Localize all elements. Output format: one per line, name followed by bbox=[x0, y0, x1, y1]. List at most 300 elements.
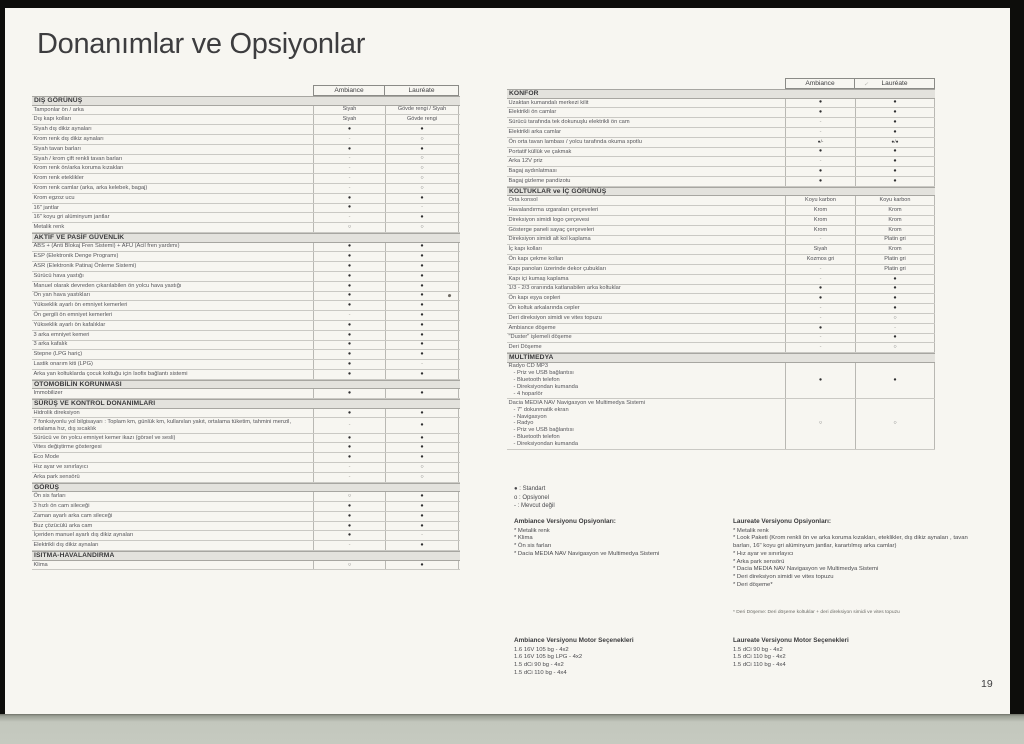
row-label-text: Hidrolik direksiyon bbox=[33, 409, 80, 416]
cell-value bbox=[313, 453, 385, 462]
table-row bbox=[32, 443, 460, 453]
section-header: AKTİF VE PASİF GÜVENLİK bbox=[32, 233, 460, 243]
table-row bbox=[507, 265, 935, 275]
cell-value bbox=[313, 360, 385, 369]
row-label-text: Hız ayar ve sınırlayıcı bbox=[33, 464, 89, 470]
not-available-dash: - bbox=[421, 532, 423, 539]
row-label bbox=[32, 531, 313, 540]
standard-dot-icon: ● bbox=[893, 275, 897, 282]
row-label bbox=[507, 157, 785, 166]
standard-dot-icon: ● bbox=[420, 302, 424, 309]
cell-value bbox=[785, 265, 855, 274]
cell-value bbox=[385, 350, 459, 359]
cell-value bbox=[385, 243, 459, 252]
row-label-subline: - Priz ve USB bağlantısı bbox=[513, 370, 574, 377]
row-label bbox=[32, 125, 313, 134]
row-label bbox=[32, 184, 313, 193]
cell-text: Platin gri bbox=[884, 256, 906, 263]
not-available-dash: - bbox=[819, 128, 822, 135]
row-label-subline: - Bluetooth telefon bbox=[513, 434, 560, 441]
cell-value bbox=[855, 99, 935, 108]
cell-value bbox=[313, 125, 385, 134]
row-label bbox=[32, 341, 313, 350]
table-row bbox=[507, 255, 935, 265]
section-header: OTOMOBİLİN KORUNMASI bbox=[32, 380, 460, 390]
standard-dot-icon: ● bbox=[420, 522, 424, 529]
optional-circle-icon: ○ bbox=[420, 165, 424, 172]
cell-value bbox=[385, 262, 459, 271]
engine-item: 1.5 dCi 90 bg - 4x2 bbox=[733, 646, 783, 653]
standard-dot-icon: ● bbox=[818, 177, 823, 184]
table-row bbox=[32, 370, 460, 380]
not-available-dash: - bbox=[348, 214, 351, 221]
cell-value bbox=[855, 118, 935, 127]
row-label-text: Dacia MEDIA NAV Navigasyon ve Multimedya Sistemi bbox=[508, 399, 645, 406]
cell-text: Krom bbox=[888, 216, 902, 223]
table-row bbox=[507, 108, 935, 118]
cell-value bbox=[385, 360, 459, 369]
table-row bbox=[507, 226, 935, 236]
row-label-text: Manuel olarak devreden çıkarılabilen ön yolcu hava yastığı bbox=[33, 282, 182, 289]
standard-dot-icon: ● bbox=[347, 502, 352, 509]
cell-value bbox=[385, 301, 459, 310]
row-label bbox=[32, 418, 313, 432]
row-label bbox=[507, 167, 785, 176]
cell-value bbox=[785, 399, 855, 448]
standard-dot-icon: ● bbox=[347, 292, 352, 299]
row-label-text: Stepne (LPG hariç) bbox=[33, 351, 83, 358]
standard-dot-icon: ● bbox=[347, 263, 352, 270]
cell-value bbox=[855, 167, 935, 176]
spec-table-right bbox=[507, 78, 935, 450]
table-row bbox=[32, 145, 460, 155]
cell-value bbox=[385, 409, 459, 418]
standard-dot-icon: ● bbox=[420, 341, 424, 348]
standard-dot-icon: ● bbox=[893, 128, 897, 135]
table-row bbox=[32, 243, 460, 253]
table-row bbox=[32, 204, 460, 214]
cell-value bbox=[385, 115, 459, 124]
row-label-text: Kapı panoları üzerinde dekor çubukları bbox=[508, 265, 607, 272]
cell-value bbox=[385, 223, 459, 232]
row-label-text: 16" jantlar bbox=[33, 204, 59, 211]
row-label bbox=[32, 522, 313, 531]
cell-text: Krom bbox=[888, 226, 902, 233]
row-label bbox=[507, 275, 785, 284]
table-row bbox=[32, 360, 460, 370]
legend-item: - : Mevcut değil bbox=[514, 503, 555, 510]
cell-text: Platin gri bbox=[884, 236, 906, 243]
standard-dot-icon: ● bbox=[818, 148, 823, 155]
row-label-text: Sürücü tarafında tek dokunuşlu elektrikli ön cam bbox=[508, 119, 630, 126]
optional-circle-icon: ○ bbox=[420, 175, 424, 182]
cell-value bbox=[385, 155, 459, 164]
standard-dot-icon: ● bbox=[420, 542, 424, 549]
cell-value bbox=[313, 164, 385, 173]
cell-value bbox=[313, 350, 385, 359]
cell-value bbox=[855, 226, 935, 235]
not-available-dash: - bbox=[819, 119, 822, 126]
not-available-dash: - bbox=[894, 324, 896, 331]
cell-value bbox=[313, 409, 385, 418]
row-label-text: Krom renk camlar (arka, arka kelebek, bagaj) bbox=[33, 184, 148, 191]
cell-value bbox=[385, 272, 459, 281]
not-available-dash: - bbox=[348, 155, 351, 162]
cell-value bbox=[855, 148, 935, 157]
row-label-subline: - 4 hoparlör bbox=[513, 390, 543, 397]
table-row bbox=[32, 418, 460, 433]
cell-value bbox=[785, 167, 855, 176]
table-row bbox=[507, 314, 935, 324]
cell-value bbox=[785, 118, 855, 127]
table-header-row bbox=[507, 78, 935, 89]
cell-text: ●/- bbox=[817, 139, 824, 145]
row-label-text: Sürücü ve ön yolcu emniyet kemer ikazı (görsel ve sesli) bbox=[33, 434, 176, 441]
cell-value bbox=[313, 204, 385, 213]
row-label bbox=[32, 434, 313, 443]
table-row bbox=[32, 350, 460, 360]
column-header-label: Ambiance bbox=[805, 80, 835, 87]
optional-circle-icon: ○ bbox=[893, 344, 897, 351]
row-label-text: 3 hızlı ön cam sileceği bbox=[33, 502, 90, 509]
row-label bbox=[32, 370, 313, 379]
table-row bbox=[32, 213, 460, 223]
option-item: * Look Paketi (Krom renkli ön ve arka koruma kızakları, eteklikler, dış dikiz aynaları , tavan barları, 16" koyu gri alüminyum jantlar, karartılmış arka camlar) bbox=[733, 535, 968, 550]
cell-text: Siyah bbox=[342, 116, 357, 123]
row-label bbox=[32, 561, 313, 570]
row-label-text: Lastik onarım kiti (LPG) bbox=[33, 361, 93, 368]
option-item: * Metalik renk bbox=[733, 527, 769, 534]
row-label bbox=[32, 409, 313, 418]
table-row bbox=[32, 282, 460, 292]
cell-value bbox=[313, 443, 385, 452]
standard-dot-icon: ● bbox=[893, 285, 897, 292]
row-label bbox=[507, 334, 785, 343]
cell-text: Krom bbox=[813, 207, 828, 214]
cell-value bbox=[313, 331, 385, 340]
cell-value bbox=[385, 453, 459, 462]
standard-dot-icon: ● bbox=[420, 214, 424, 221]
not-available-dash: - bbox=[348, 473, 351, 480]
row-label bbox=[507, 245, 785, 254]
cell-value bbox=[313, 243, 385, 252]
engine-item: 1.6 16V 105 bg - 4x2 bbox=[514, 646, 569, 653]
cell-value bbox=[385, 331, 459, 340]
row-label-text: 3 arka emniyet kemeri bbox=[33, 331, 90, 338]
cell-value bbox=[385, 164, 459, 173]
cell-value bbox=[385, 252, 459, 261]
cell-value bbox=[855, 343, 935, 352]
cell-value bbox=[855, 138, 935, 147]
standard-dot-icon: ● bbox=[347, 532, 352, 539]
row-label bbox=[32, 115, 313, 124]
cell-value bbox=[385, 145, 459, 154]
laureate-engines-heading: Laureate Versiyonu Motor Seçenekleri bbox=[733, 637, 849, 644]
row-label-text: Zaman ayarlı arka cam sileceği bbox=[33, 512, 113, 519]
cell-value bbox=[313, 194, 385, 203]
row-label-text: Arka yan koltuklarda çocuk koltuğu için Isofix bağlantı sistemi bbox=[33, 370, 188, 377]
row-label-text: 1/3 - 2/3 oranında katlanabilen arka koltuklar bbox=[508, 285, 621, 292]
row-label bbox=[32, 453, 313, 462]
standard-dot-icon: ● bbox=[818, 109, 823, 116]
not-available-dash: - bbox=[819, 334, 822, 341]
row-label bbox=[32, 252, 313, 261]
cell-value bbox=[855, 304, 935, 313]
cell-value bbox=[855, 196, 935, 205]
table-header-spacer bbox=[32, 85, 313, 96]
cell-value bbox=[385, 389, 459, 398]
row-label-subline: - Bluetooth telefon bbox=[513, 377, 560, 384]
standard-dot-icon: ● bbox=[347, 204, 352, 211]
not-available-dash: - bbox=[819, 314, 822, 321]
standard-dot-icon: ● bbox=[420, 312, 424, 319]
cell-value bbox=[313, 145, 385, 154]
cell-value bbox=[385, 370, 459, 379]
table-row bbox=[507, 206, 935, 216]
row-label-text: Krom egzoz ucu bbox=[33, 194, 75, 201]
optional-circle-icon: ○ bbox=[420, 473, 424, 480]
row-label-text: 7 fonksiyonlu yol bilgisayarı : Toplam km, günlük km, kullanılan yakıt, ortalama tüketim, tahmini menzil, ortalama hız, dış sıcaklık bbox=[33, 418, 292, 432]
row-label bbox=[507, 324, 785, 333]
engine-item: 1.5 dCi 110 bg - 4x4 bbox=[733, 662, 786, 669]
cell-value bbox=[785, 177, 855, 186]
row-label-text: Klima bbox=[33, 561, 48, 568]
optional-circle-icon: ○ bbox=[420, 224, 424, 231]
optional-circle-icon: ○ bbox=[893, 420, 897, 427]
section-header: SÜRÜŞ VE KONTROL DONANIMLARI bbox=[32, 399, 460, 409]
row-label bbox=[32, 243, 313, 252]
cell-text: Koyu karbon bbox=[805, 197, 836, 204]
row-label-text: Elektrikli dış dikiz aynaları bbox=[33, 542, 99, 549]
table-row bbox=[32, 389, 460, 399]
section-header: KONFOR bbox=[507, 89, 935, 99]
row-label-text: İç kapı kolları bbox=[508, 246, 543, 253]
section-header: DIŞ GÖRÜNÜŞ bbox=[32, 96, 460, 106]
table-row bbox=[507, 148, 935, 158]
cell-value bbox=[313, 502, 385, 511]
row-label bbox=[32, 331, 313, 340]
cell-value bbox=[785, 363, 855, 399]
table-row bbox=[507, 399, 935, 449]
cell-value bbox=[313, 155, 385, 164]
cell-value bbox=[785, 128, 855, 137]
cell-value bbox=[385, 311, 459, 320]
option-item: * Dacia MEDIA NAV Navigasyon ve Multimedya Sistemi bbox=[514, 550, 660, 557]
option-item: * Ön sis farları bbox=[514, 543, 552, 550]
row-label bbox=[507, 363, 785, 399]
table-row bbox=[32, 561, 460, 571]
column-header-laurate bbox=[855, 78, 935, 89]
cell-value bbox=[855, 399, 935, 448]
table-row bbox=[32, 321, 460, 331]
leather-upholstery-footnote: * Deri Döşeme: Deri döşeme koltuklar + deri direksiyon simidi ve vites topuzu bbox=[733, 610, 900, 615]
row-label bbox=[32, 194, 313, 203]
row-label-text: Arka 12V priz bbox=[508, 158, 543, 165]
cell-value bbox=[785, 334, 855, 343]
table-row bbox=[32, 341, 460, 351]
standard-dot-icon: ● bbox=[420, 512, 424, 519]
cell-value bbox=[313, 301, 385, 310]
not-available-dash: - bbox=[819, 236, 822, 243]
row-label bbox=[32, 145, 313, 154]
not-available-dash: - bbox=[819, 344, 822, 351]
standard-dot-icon: ● bbox=[893, 305, 897, 312]
cell-value bbox=[385, 184, 459, 193]
standard-dot-icon: ● bbox=[893, 334, 897, 341]
standard-dot-icon: ● bbox=[347, 253, 352, 260]
table-row bbox=[507, 294, 935, 304]
row-label bbox=[507, 255, 785, 264]
cell-value bbox=[785, 245, 855, 254]
row-label bbox=[507, 206, 785, 215]
table-row bbox=[32, 106, 460, 116]
option-item: * Arka park sensörü bbox=[733, 558, 785, 565]
row-label-text: Tamponlar ön / arka bbox=[33, 106, 84, 113]
table-row bbox=[507, 138, 935, 148]
page-number: 19 bbox=[981, 678, 993, 690]
row-label bbox=[32, 262, 313, 271]
cell-value bbox=[385, 502, 459, 511]
row-label bbox=[507, 118, 785, 127]
row-label bbox=[32, 502, 313, 511]
cell-value bbox=[855, 265, 935, 274]
standard-dot-icon: ● bbox=[893, 177, 897, 184]
standard-dot-icon: ● bbox=[347, 351, 352, 358]
cell-value bbox=[313, 252, 385, 261]
scanner-bed-edge bbox=[0, 714, 1024, 744]
cell-text: Krom bbox=[813, 226, 828, 233]
standard-dot-icon: ● bbox=[893, 376, 897, 383]
row-label-text: ASR (Elektronik Patinaj Önleme Sistemi) bbox=[33, 263, 137, 270]
optional-circle-icon: ○ bbox=[420, 184, 424, 191]
row-label bbox=[32, 292, 313, 301]
table-row bbox=[32, 512, 460, 522]
table-row bbox=[32, 331, 460, 341]
cell-text: Krom bbox=[888, 207, 902, 214]
row-label-text: Gösterge paneli sayaç çerçeveleri bbox=[508, 226, 595, 233]
engine-item: 1.5 dCi 90 bg - 4x2 bbox=[514, 662, 564, 669]
row-label-text: Yükseklik ayarlı ön kafalıklar bbox=[33, 321, 106, 328]
cell-value bbox=[855, 285, 935, 294]
cell-value bbox=[313, 541, 385, 550]
table-row bbox=[32, 174, 460, 184]
row-label-text: Portatif küllük ve çakmak bbox=[508, 148, 572, 155]
cell-value bbox=[855, 128, 935, 137]
standard-dot-icon: ● bbox=[347, 361, 352, 367]
table-row bbox=[32, 301, 460, 311]
row-label-text: Siyah tavan barları bbox=[33, 145, 81, 152]
table-row bbox=[507, 285, 935, 295]
row-label bbox=[32, 174, 313, 183]
cell-value bbox=[313, 184, 385, 193]
cell-value bbox=[313, 272, 385, 281]
cell-value bbox=[313, 262, 385, 271]
table-row bbox=[32, 223, 460, 233]
legend bbox=[514, 485, 555, 511]
row-label bbox=[32, 360, 313, 369]
cell-value bbox=[313, 370, 385, 379]
row-label-text: Arka park sensörü bbox=[33, 473, 80, 480]
cell-value bbox=[785, 108, 855, 117]
standard-dot-icon: ● bbox=[420, 434, 424, 441]
row-label-text: Buz çözücülü arka cam bbox=[33, 522, 93, 529]
cell-value bbox=[385, 418, 459, 432]
row-label bbox=[507, 285, 785, 294]
optional-circle-icon: ○ bbox=[347, 493, 352, 500]
row-label bbox=[507, 128, 785, 137]
row-label bbox=[32, 443, 313, 452]
optional-circle-icon: ○ bbox=[420, 463, 424, 470]
column-header-ambiance bbox=[313, 85, 385, 96]
row-label bbox=[507, 226, 785, 235]
cell-value bbox=[785, 216, 855, 225]
not-available-dash: - bbox=[819, 275, 822, 282]
row-label-text: Elektrikli arka camlar bbox=[508, 128, 561, 135]
cell-value bbox=[385, 473, 459, 482]
row-label-text: Ön kapı eşya cepleri bbox=[508, 295, 561, 302]
table-row bbox=[32, 541, 460, 551]
not-available-dash: - bbox=[348, 135, 351, 142]
standard-dot-icon: ● bbox=[347, 454, 352, 461]
cell-value bbox=[855, 108, 935, 117]
table-row bbox=[32, 522, 460, 532]
cell-text: Platin gri bbox=[884, 265, 906, 272]
cell-value bbox=[313, 531, 385, 540]
row-label-text: Radyo CD MP3 bbox=[508, 363, 549, 370]
cell-value bbox=[855, 314, 935, 323]
standard-dot-icon: ● bbox=[420, 351, 424, 358]
row-label-text: Ön orta tavan lambası / yolcu tarafında okuma spotlu bbox=[508, 138, 642, 145]
engine-item: 1.6 16V 105 bg LPG - 4x2 bbox=[514, 654, 583, 661]
section-header: ISITMA-HAVALANDIRMA bbox=[32, 551, 460, 561]
row-label bbox=[32, 463, 313, 472]
standard-dot-icon: ● bbox=[893, 158, 897, 165]
optional-circle-icon: ○ bbox=[893, 314, 897, 321]
row-label-text: Ön sis farları bbox=[33, 493, 66, 500]
standard-dot-icon: ● bbox=[420, 502, 424, 509]
row-label-text: İçeriden manuel ayarlı dış dikiz aynaları bbox=[33, 532, 134, 539]
row-label-text: 3 arka kafalık bbox=[33, 341, 68, 348]
row-label bbox=[32, 204, 313, 213]
cell-value bbox=[785, 138, 855, 147]
standard-dot-icon: ● bbox=[347, 512, 352, 519]
section-header: KOLTUKLAR ve İÇ GÖRÜNÜŞ bbox=[507, 187, 935, 197]
row-label bbox=[507, 304, 785, 313]
cell-text: ●/● bbox=[891, 139, 899, 145]
row-label-text: Bagaj aydınlatması bbox=[508, 168, 557, 175]
standard-dot-icon: ● bbox=[893, 168, 897, 175]
row-label bbox=[507, 99, 785, 108]
cell-value bbox=[385, 561, 459, 570]
standard-dot-icon: ● bbox=[347, 434, 352, 441]
table-row bbox=[507, 343, 935, 353]
not-available-dash: - bbox=[348, 422, 351, 429]
row-label bbox=[32, 321, 313, 330]
option-item: * Metalik renk bbox=[514, 527, 550, 534]
row-label bbox=[32, 473, 313, 482]
standard-dot-icon: ● bbox=[420, 145, 424, 152]
optional-circle-icon: ○ bbox=[818, 420, 823, 427]
table-row bbox=[32, 311, 460, 321]
standard-dot-icon: ● bbox=[420, 409, 424, 416]
cell-value bbox=[855, 324, 935, 333]
table-row bbox=[32, 292, 460, 302]
legend-item: o : Opsiyonel bbox=[514, 494, 550, 501]
cell-value bbox=[313, 282, 385, 291]
cell-value bbox=[313, 321, 385, 330]
standard-dot-icon: ● bbox=[347, 331, 352, 338]
row-label-text: Ön yan hava yastıkları bbox=[33, 292, 91, 299]
